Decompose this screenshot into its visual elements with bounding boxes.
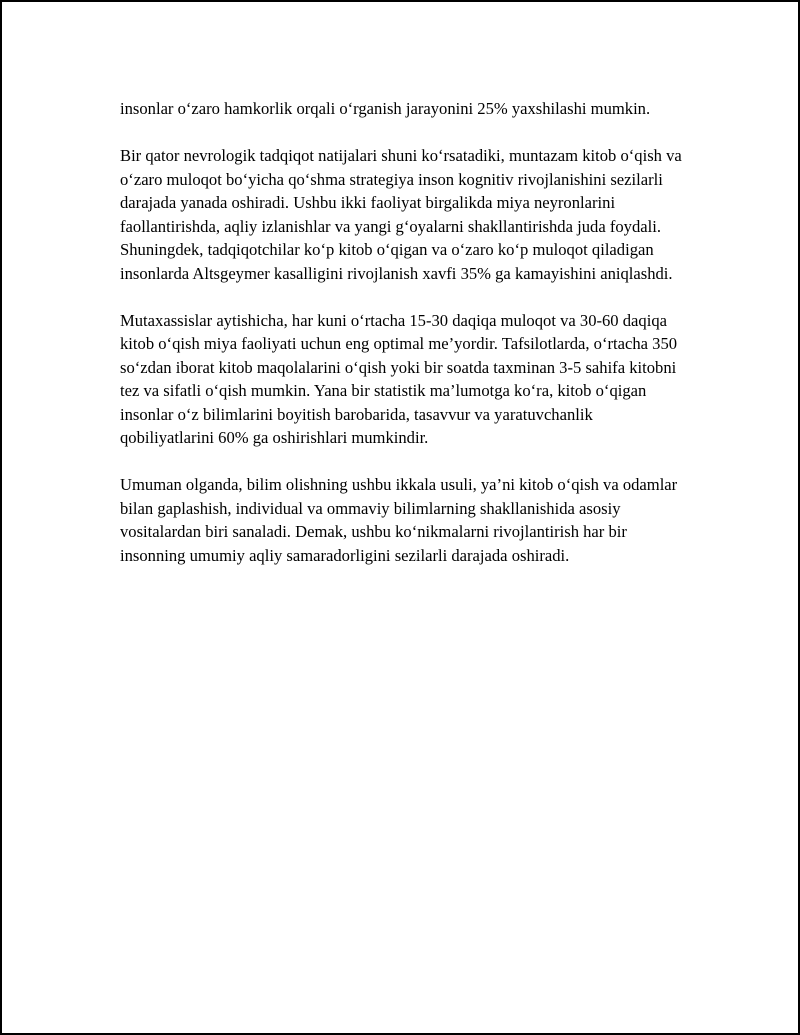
paragraph-4: Umuman olganda, bilim olishning ushbu ikkala usuli, ya’ni kitob o‘qish va odamlar bilan gaplashish, individual va ommaviy bilimlarning shakllanishida asosiy vositalardan biri sanaladi. Demak, ushbu ko‘nikmalarni rivojlantirish har bir insonning umumiy aqliy samaradorligini sezilarli darajada oshiradi. xyxy=(120,475,678,565)
paragraph-3: Mutaxassislar aytishicha, har kuni o‘rtacha 15-30 daqiqa muloqot va 30-60 daqiqa kitob o‘qish miya faoliyati uchun eng optimal me’yordir. Tafsilotlarda, o‘rtacha 350 so‘zdan iborat kitob maqolalarini o‘qish yoki bir soatda taxminan 3-5 sahifa kitobni tez va sifatli o‘qish mumkin. Yana bir statistik ma’lumotga ko‘ra, kitob o‘qigan insonlar o‘z bilimlarini boyitish barobarida, tasavvur va yaratuvchanlik qobiliyatlarini 60% ga oshirishlari mumkindir. xyxy=(120,310,678,447)
paragraph-2: Bir qator nevrologik tadqiqot natijalari shuni ko‘rsatadiki, muntazam kitob o‘qish va o‘zaro muloqot bo‘yicha qo‘shma strategiya inson kognitiv rivojlanishini sezilarli darajada yanada oshiradi. Ushbu ikki faoliyat birgalikda miya neyronlarini faollantirishda, aqliy izlanishlar va yangi g‘oyalarni shakllantirishda juda foydali. Shuningdek, tadqiqotchilar ko‘p kitob o‘qigan va o‘zaro ko‘p muloqot qiladigan insonlarda Altsgeymer kasalligini rivojlanish xavfi 35% ga kamayishini aniqlashdi. xyxy=(120,146,682,283)
paragraph-1: insonlar o‘zaro hamkorlik orqali o‘rganish jarayonini 25% yaxshilashi mumkin. xyxy=(120,99,651,118)
document-body xyxy=(120,97,690,591)
